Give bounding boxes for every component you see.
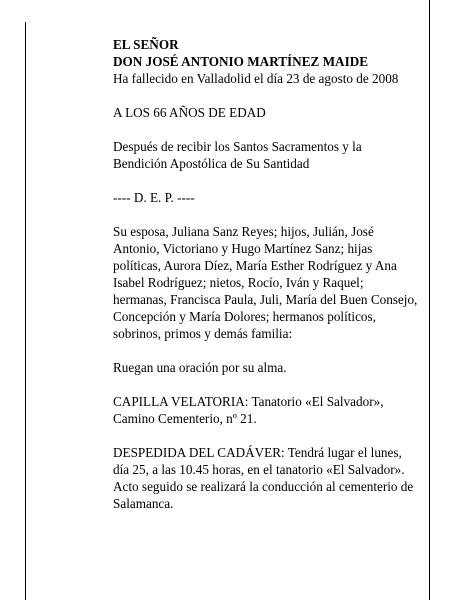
obituary-notice <box>113 36 419 512</box>
chapel-text: CAPILLA VELATORIA: Tanatorio «El Salvador», Camino Cementerio, nº 21. <box>113 394 384 426</box>
death-info: Ha fallecido en Valladolid el día 23 de agosto de 2008 <box>113 71 399 86</box>
prayer-text: Ruegan una oración por su alma. <box>113 360 287 375</box>
age-line: A LOS 66 AÑOS DE EDAD <box>113 105 266 120</box>
title-line-1: EL SEÑOR <box>113 37 179 52</box>
farewell-text: DESPEDIDA DEL CADÁVER: Tendrá lugar el lunes, día 25, a las 10.45 horas, en el tanatorio «El Salvador». Acto seguido se realizará la conducción al cementerio de Salamanca. <box>113 445 414 511</box>
page-border-left <box>25 22 26 600</box>
page-border-right <box>429 0 430 600</box>
deceased-name: DON JOSÉ ANTONIO MARTÍNEZ MAIDE <box>113 54 369 69</box>
family-text: Su esposa, Juliana Sanz Reyes; hijos, Julián, José Antonio, Victoriano y Hugo Martínez Sanz; hijas políticas, Aurora Díez, María Esther Rodríguez y Ana Isabel Rodríguez; nietos, Rocío, Iván y Raquel; hermanas, Francisca Paula, Juli, María del Buen Consejo, Concepción y María Dolores; hermanos políticos, sobrinos, primos y demás familia: <box>113 224 418 341</box>
sacraments-text: Después de recibir los Santos Sacramentos y la Bendición Apostólica de Su Santidad <box>113 139 362 171</box>
dep-line: ---- D. E. P. ---- <box>113 190 195 205</box>
